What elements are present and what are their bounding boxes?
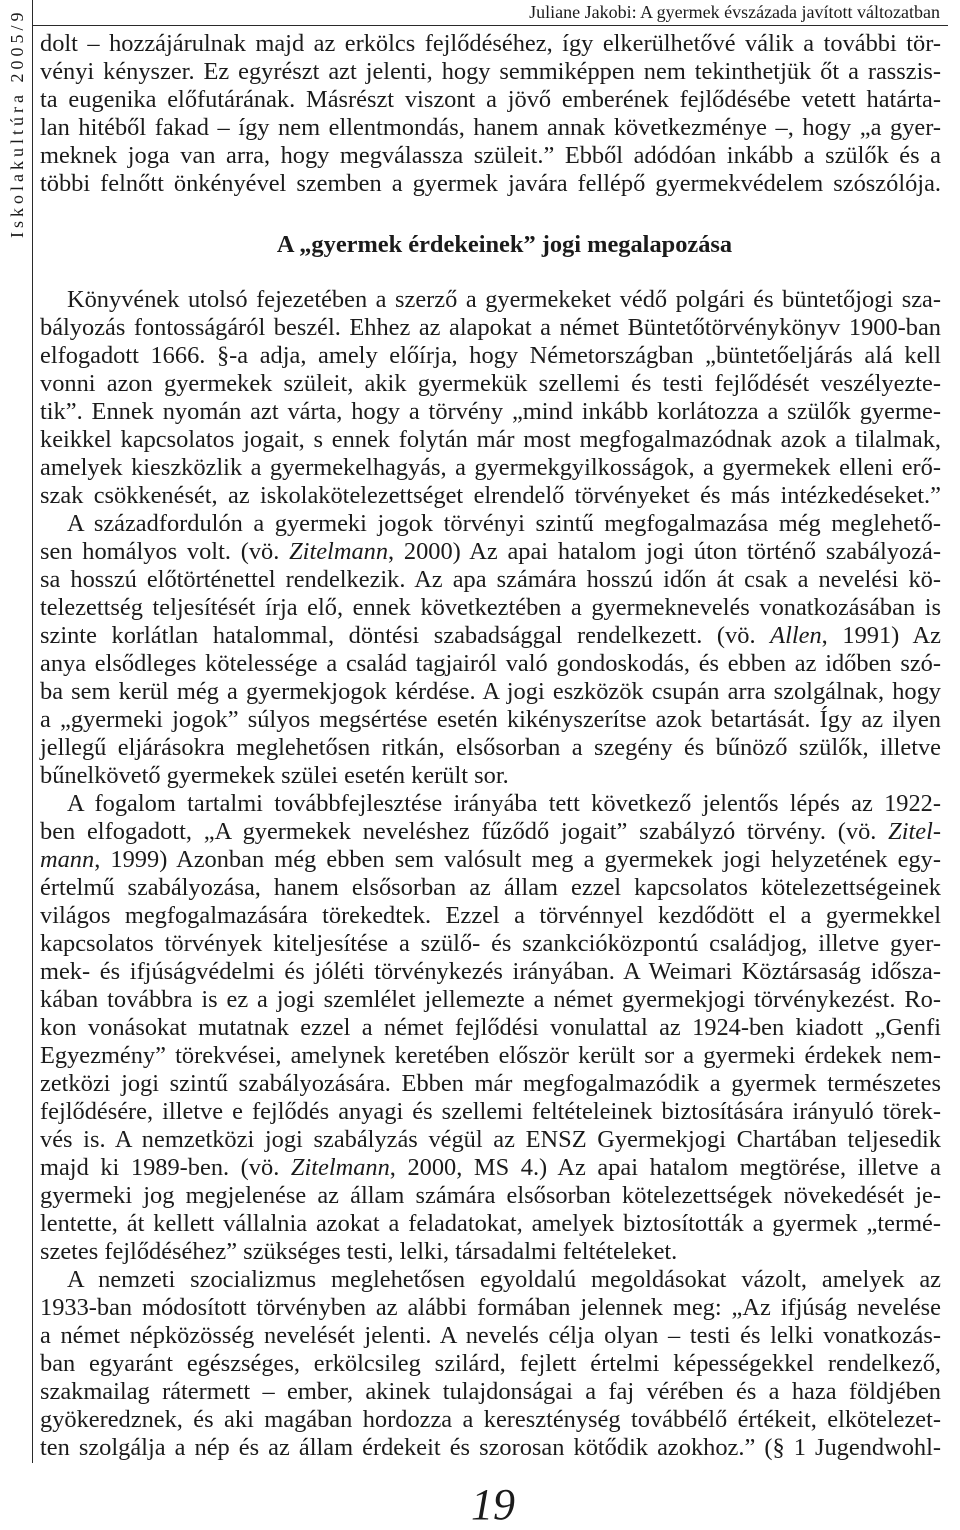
section-heading: A „gyermek érdekeinek” jogi megalapozása <box>276 231 733 258</box>
paragraph <box>40 286 941 510</box>
text-segment: ben elfogadott, „A gyermekek neveléshez fűződő jogait” szabályzó törvény. (vö. <box>40 818 889 845</box>
cited-author: Zitelmann <box>290 1154 390 1181</box>
text-line <box>40 818 941 846</box>
text-line: bűnelkövető gyermekek szülei esetén került sor. <box>40 762 509 789</box>
text-line: sa hosszú előtörténettel rendelkezik. Az apa számára hosszú időn át csak a nevelési kö- <box>40 566 941 593</box>
cited-author: mann <box>40 846 95 873</box>
text-line: szetes fejlődéséhez” szükséges testi, lelki, társadalmi feltételeket. <box>40 1238 678 1265</box>
text-line: zetközi jogi szintű szabályozására. Ebben már megfogalmazódik a gyermek természetes <box>40 1070 941 1097</box>
text-line: fejlődésére, illetve e fejlődés anyagi és szellemi feltételeinek biztosítására irányuló törek- <box>40 1098 941 1125</box>
text-line: vényi kényszer. Ez egyrészt azt jelenti, hogy semmiképpen nem tekinthetjük őt a rasszis- <box>40 58 941 85</box>
text-line: jellegű eljárásokra meglehetősen ritkán, elsősorban a szegény és bűnöző szülők, illetve <box>40 734 941 761</box>
text-line: Egyezmény” törekvései, amelynek keretében először került sor a gyermeki érdekek nem- <box>40 1042 941 1069</box>
text-line: dolt – hozzájárulnak majd az erkölcs fejlődéséhez, így elkerülhetővé válik a további tör- <box>40 30 941 57</box>
margin-rule <box>32 0 33 1463</box>
text-line: szak csökkenését, az iskolakötelezettséget elrendelő törvényeket és más intézkedéseket.” <box>40 482 941 509</box>
text-line: A fogalom tartalmi továbbfejlesztése irányába tett következő jelentős lépés az 1922- <box>67 790 941 817</box>
text-line <box>40 846 941 874</box>
text-line: kában továbbra is ez a jogi szemlélet jellemezte a német gyermekjogi törvénykezést. Ro- <box>40 986 941 1013</box>
text-segment: , 2000) Az apai hatalom jogi úton történő szabályozá- <box>388 538 941 565</box>
text-line: kapcsolatos törvények kiteljesítése a szülő- és szankcióközpontú családjog, illetve gyer- <box>40 930 941 957</box>
page-number: 19 <box>471 1480 515 1529</box>
text-line: amelyek kieszközlik a gyermekelhagyás, a gyermekgyilkosságok, a gyermekek elleni erő- <box>40 454 941 481</box>
text-line: Könyvének utolsó fejezetében a szerző a gyermekeket védő polgári és büntetőjogi sza- <box>67 286 941 313</box>
text-line: értelmű szabályozása, hanem elsősorban az állam ezzel kapcsolatos kötelezettségeinek <box>40 874 941 901</box>
text-line: lan hitéből fakad – így nem ellentmondás, hanem annak következménye –, hogy „a gyer- <box>40 114 941 141</box>
text-line: ba sem kerül még a gyermekjogok kérdése. A jogi eszközök csupán arra szolgálnak, hogy <box>40 678 941 705</box>
text-line <box>40 622 941 650</box>
text-line: mek- és ifjúságvédelmi és jóléti törvénykezés irányában. A Weimari Köztársaság idősza- <box>40 958 941 985</box>
text-line: A nemzeti szocializmus meglehetősen egyoldalú megoldásokat vázolt, amelyek az <box>67 1266 941 1293</box>
text-line: vonni azon gyermekek szüleit, akik gyermekük szellemi és testi fejlődését veszélyezte- <box>40 370 941 397</box>
text-line <box>40 538 941 566</box>
text-segment: , 2000, MS 4.) Az apai hatalom megtörése, illetve a <box>389 1154 941 1181</box>
cited-author: Zitelmann <box>289 538 389 565</box>
text-line: telezettség teljesítését írja elő, ennek következtében a gyermeknevelés vonatkozásában is <box>40 594 941 621</box>
text-line: 1933-ban módosított törvényben az alábbi formában jelennek meg: „Az ifjúság nevelése <box>40 1294 941 1321</box>
cited-author: Allen <box>770 622 822 649</box>
text-line: többi felnőtt önkényével szemben a gyermek javára fellépő gyermekvédelem szószólója. <box>40 170 941 197</box>
paragraph <box>40 510 941 790</box>
text-line: A századfordulón a gyermeki jogok törvényi szintű megfogalmazása még meglehető- <box>67 510 941 537</box>
header-rule <box>32 25 948 26</box>
text-segment: majd ki 1989-ben. (vö. <box>40 1154 291 1181</box>
text-line: szakmailag rátermett – ember, akinek tulajdonságai a faj vérében és a haza földjében <box>40 1378 941 1405</box>
text-line <box>40 1154 941 1182</box>
text-line: vés is. A nemzetközi jogi szabályzás végül az ENSZ Gyermekjogi Chartában teljesedik <box>40 1126 941 1153</box>
text-line: meknek joga van arra, hogy megválassza szüleit.” Ebből adódóan inkább a szülők és a <box>40 142 941 169</box>
text-segment: sen homályos volt. (vö. <box>40 538 290 565</box>
text-line: ta eugenika előfutárának. Másrészt viszont a jövő emberének fejlődésébe vetett határta- <box>40 86 941 113</box>
text-line: ten szolgálja a nép és az állam érdekeit és szorosan kötődik azokhoz.” (§ 1 Jugendwohl- <box>40 1434 941 1461</box>
text-line: lentette, át kellett vállalnia azokat a feladatokat, amelyek biztosították a gyermek „termé- <box>40 1210 941 1237</box>
text-line: világos megfogalmazására törekedtek. Ezzel a törvénnyel kezdődött el a gyermekkel <box>40 902 941 929</box>
article-body <box>40 30 941 1462</box>
running-header-title: Juliane Jakobi: A gyermek évszázada javított változatban <box>529 2 940 22</box>
text-line: gyermeki jog megjelenése az állam számára elsősorban kötelezettségek növekedését je- <box>40 1182 941 1209</box>
text-line: tik”. Ennek nyomán azt várta, hogy a törvény „mind inkább korlátozza a szülők gyerme- <box>40 398 941 425</box>
cited-author: Zitel- <box>888 818 941 845</box>
text-line: bályozás fontosságáról beszél. Ehhez az alapokat a német Büntetőtörvénykönyv 1900-ban <box>40 314 941 341</box>
text-line: elfogadott 1666. §-a adja, amely előírja, hogy Németországban „büntetőeljárás alá kell <box>40 342 941 369</box>
text-line: a „gyermeki jogok” súlyos megsértése esetén kikényszerítse azok betartását. Így az ilyen <box>40 706 941 733</box>
journal-issue-label: Iskolakultúra 2005/9 <box>7 8 27 238</box>
text-line: a német népközösség nevelését jelenti. A nevelés célja olyan – testi és lelki vonatkozás- <box>40 1322 941 1349</box>
text-segment: , 1991) Az <box>821 622 941 649</box>
paragraph <box>40 1266 941 1462</box>
paragraph <box>40 30 941 198</box>
text-line: ban egyaránt egészséges, erkölcsileg szilárd, fejlett értelmi képességekkel rendelkező, <box>40 1350 941 1377</box>
text-line: keikkel kapcsolatos jogait, s ennek folytán már most megfogalmazódnak azok a tilalmak, <box>40 426 941 453</box>
text-line: kon vonásokat mutatnak ezzel a német fejlődési vonulattal az 1924-ben kiadott „Genfi <box>40 1014 941 1041</box>
text-line: gyökeredznek, és aki magában hordozza a kereszténység továbbélő értékeit, elkötelezet- <box>40 1406 941 1433</box>
text-line: anya elsődleges kötelessége a család tagjairól való gondoskodás, és ebben az időben szó- <box>40 650 941 677</box>
paragraph <box>40 790 941 1266</box>
text-segment: szinte korlátlan hatalommal, döntési szabadsággal rendelkezett. (vö. <box>40 622 771 649</box>
text-segment: , 1999) Azonban még ebben sem valósult meg a gyermekek jogi helyzetének egy- <box>94 846 941 873</box>
